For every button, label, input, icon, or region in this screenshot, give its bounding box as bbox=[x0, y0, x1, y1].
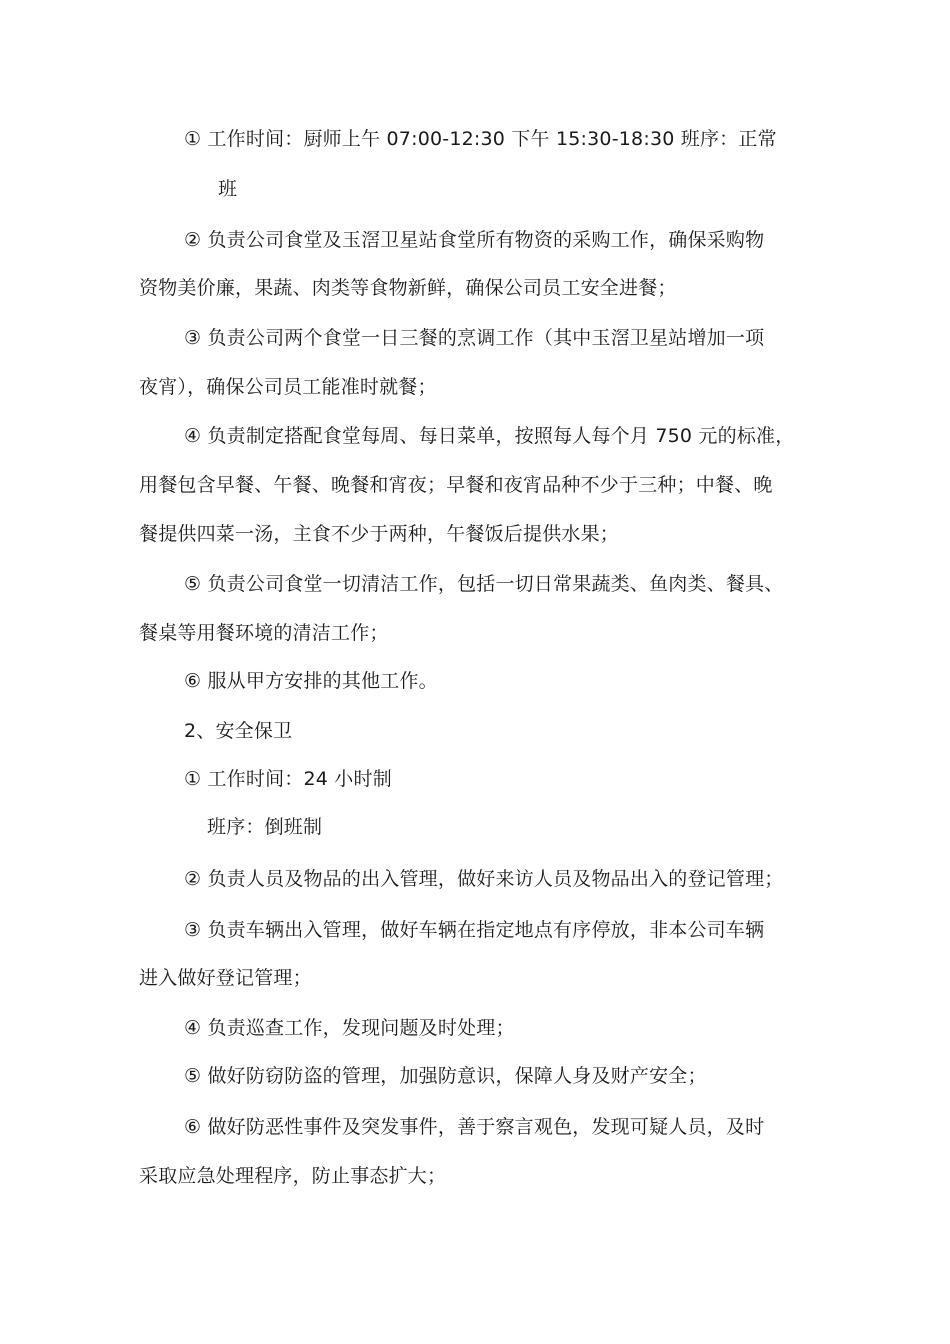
security-item-2-line-1: ② 负责人员及物品的出入管理，做好来访人员及物品出入的登记管理； bbox=[184, 868, 784, 890]
security-item-1-line-2: 班序：倒班制 bbox=[207, 816, 323, 838]
security-item-1-line-1: ① 工作时间：24 小时制 bbox=[184, 768, 392, 790]
security-heading: 2、安全保卫 bbox=[184, 720, 293, 742]
security-item-6-line-1: ⑥ 做好防恶性事件及突发事件，善于察言观色，发现可疑人员，及时 bbox=[184, 1116, 765, 1138]
food-item-2-line-1: ② 负责公司食堂及玉滘卫星站食堂所有物资的采购工作，确保采购物 bbox=[184, 229, 765, 251]
food-item-4-line-2: 用餐包含早餐、午餐、晚餐和宵夜；早餐和夜宵品种不少于三种；中餐、晚 bbox=[139, 474, 773, 496]
food-item-6-line-1: ⑥ 服从甲方安排的其他工作。 bbox=[184, 670, 438, 692]
food-item-4-line-3: 餐提供四菜一汤，主食不少于两种，午餐饭后提供水果； bbox=[139, 523, 620, 545]
food-item-5-line-1: ⑤ 负责公司食堂一切清洁工作，包括一切日常果蔬类、鱼肉类、餐具、 bbox=[184, 573, 784, 595]
food-item-1-line-2: 班 bbox=[218, 178, 238, 200]
security-item-4-line-1: ④ 负责巡查工作，发现问题及时处理； bbox=[184, 1017, 515, 1039]
food-item-3-line-1: ③ 负责公司两个食堂一日三餐的烹调工作（其中玉滘卫星站增加一项 bbox=[184, 327, 765, 349]
food-item-1-line-1: ① 工作时间：厨师上午 07:00-12:30 下午 15:30-18:30 班序：正常 bbox=[184, 128, 777, 150]
security-item-6-line-2: 采取应急处理程序，防止事态扩大； bbox=[139, 1165, 447, 1187]
security-item-3-line-2: 进入做好登记管理； bbox=[139, 967, 312, 989]
security-item-5-line-1: ⑤ 做好防窃防盗的管理，加强防意识，保障人身及财产安全； bbox=[184, 1065, 707, 1087]
security-item-3-line-1: ③ 负责车辆出入管理，做好车辆在指定地点有序停放，非本公司车辆 bbox=[184, 919, 765, 941]
food-item-3-line-2: 夜宵），确保公司员工能准时就餐； bbox=[139, 376, 437, 398]
food-item-2-line-2: 资物美价廉，果蔬、肉类等食物新鲜，确保公司员工安全进餐； bbox=[139, 277, 677, 299]
food-item-4-line-1: ④ 负责制定搭配食堂每周、每日菜单，按照每人每个月 750 元的标准， bbox=[184, 425, 795, 447]
food-item-5-line-2: 餐桌等用餐环境的清洁工作； bbox=[139, 622, 389, 644]
